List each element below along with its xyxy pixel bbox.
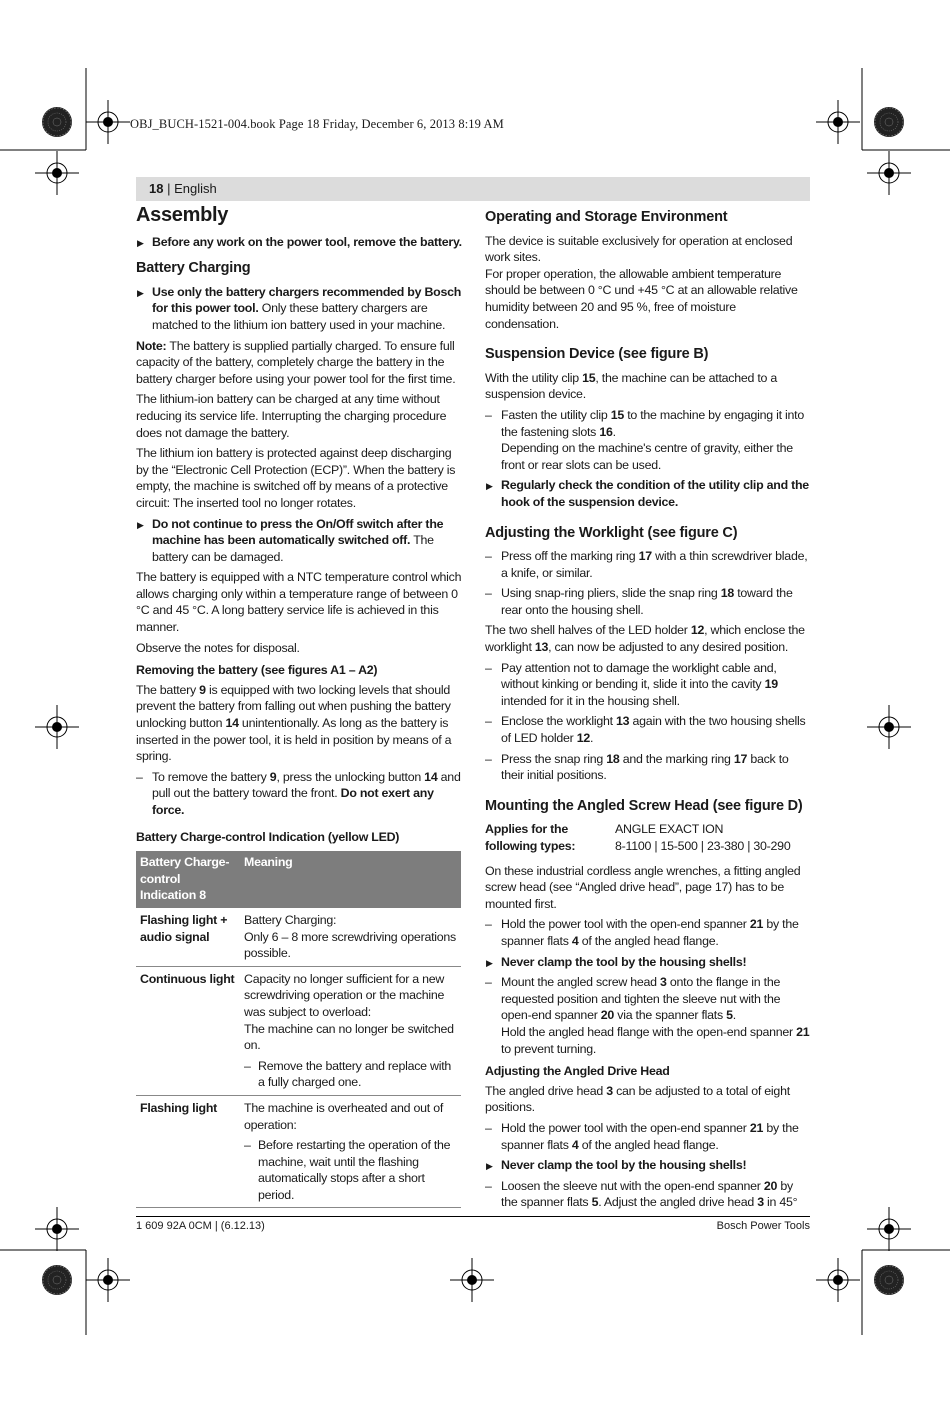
step-item: – Pay attention not to damage the worklight cable and, without kinking or bending it, slide it into the cavity 19 intended for it in the housing shell.: [485, 660, 811, 710]
table-row: Continuous light Capacity no longer sufficient for a new screwdriving operation or the machine was subject to overload: The machine can no longer be switched on. – Remove the battery and replace with a fully charged one.: [136, 966, 461, 1095]
section-title: Assembly: [136, 204, 229, 226]
color-wheel-icon: [874, 107, 904, 137]
step-item: – Fasten the utility clip 15 to the machine by engaging it into the fastening slots 16. Depending on the machine's centre of gravity, either the front or rear slots can be used.: [485, 407, 811, 473]
page-header-bar: [136, 177, 810, 201]
page-number: 18: [149, 181, 164, 196]
paragraph: With the utility clip 15, the machine can be attached to a suspension device.: [485, 370, 778, 402]
step-item: – Mount the angled screw head 3 onto the flange in the requested position and tighten the sleeve nut with the open-end spanner 20 via the spanner flats 5. Hold the angled head flange with the open-end spanner 21 to prevent turning.: [485, 974, 811, 1057]
footer-rule: [136, 1216, 810, 1217]
print-slug: OBJ_BUCH-1521-004.book Page 18 Friday, December 6, 2013 8:19 AM: [130, 117, 504, 131]
heading-mounting: Mounting the Angled Screw Head (see figure D): [485, 797, 803, 814]
paragraph: Observe the notes for disposal.: [136, 640, 300, 655]
right-column: [485, 205, 811, 1215]
paragraph: The lithium-ion battery can be charged at any time without reducing its service life. Interrupting the charging procedure does not damage the battery.: [136, 392, 447, 440]
paragraph: On these industrial cordless angle wrenches, a fitting angled screw head (see “Angled drive head”, page 17) has to be mounted first.: [485, 863, 801, 911]
warning-item: ▶ Never clamp the tool by the housing shells!: [485, 1157, 811, 1174]
step-item: – To remove the battery 9, press the unlocking button 14 and pull out the battery toward the front. Do not exert any force.: [136, 769, 462, 819]
step-item: – Press off the marking ring 17 with a thin screwdriver blade, a knife, or similar.: [485, 548, 811, 581]
heading-worklight: Adjusting the Worklight (see figure C): [485, 524, 738, 541]
paragraph: The lithium ion battery is protected against deep discharging by the “Electronic Cell Protection (ECP)”. When the battery is empty, the machine is switched off by means of a protective circuit: The inserted tool no longer rotates.: [136, 446, 456, 510]
warning-item: ▶ Before any work on the power tool, remove the battery.: [136, 234, 462, 251]
applies-block: Applies for the following types: ANGLE EXACT ION 8-1100 | 15-500 | 23-380 | 30-290: [485, 822, 791, 853]
paragraph: The two shell halves of the LED holder 12, which enclose the worklight 13, can now be adjusted to any desired position.: [485, 623, 805, 655]
indication-table: [136, 851, 461, 1208]
color-wheel-icon: [42, 1265, 72, 1295]
step-item: – Press the snap ring 18 and the marking ring 17 back to their initial positions.: [485, 751, 811, 784]
step-item: – Hold the power tool with the open-end spanner 21 by the spanner flats 4 of the angled head flange.: [485, 1120, 811, 1153]
step-item: – Loosen the sleeve nut with the open-end spanner 20 by the spanner flats 5. Adjust the angled drive head 3 in 45°: [485, 1178, 811, 1211]
heading-adjusting-head: Adjusting the Angled Drive Head: [485, 1064, 670, 1079]
step-item: – Using snap-ring pliers, slide the snap ring 18 toward the rear onto the housing shell.: [485, 585, 811, 618]
paragraph: The battery is equipped with a NTC temperature control which allows charging only within a temperature range of between 0 °C and 45 °C. A long battery service life is achieved in this manner.: [136, 570, 462, 635]
left-column: [136, 205, 462, 1208]
paragraph: The angled drive head 3 can be adjusted to a total of eight positions.: [485, 1083, 790, 1115]
warning-item: ▶ Regularly check the condition of the utility clip and the hook of the suspension device.: [485, 477, 811, 510]
table-row: Flashing light The machine is overheated and out of operation: – Before restarting the operation of the machine, wait until the flashing automatically stops after a short period.: [136, 1095, 461, 1208]
column-header: Meaning: [240, 851, 461, 908]
column-header: Battery Charge-control Indication 8: [136, 851, 240, 908]
heading-removing-battery: Removing the battery (see figures A1 – A2): [136, 663, 378, 678]
footer-doc-number: 1 609 92A 0CM | (6.12.13): [136, 1220, 265, 1232]
language-label: | English: [167, 181, 217, 196]
table-row: Flashing light + audio signal Battery Charging: Only 6 – 8 more screwdriving operations possible.: [136, 908, 461, 966]
warning-item: ▶ Use only the battery chargers recommended by Bosch for this power tool. Only these battery chargers are matched to the lithium ion battery used in your machine.: [136, 284, 462, 334]
color-wheel-icon: [42, 107, 72, 137]
note-paragraph: Note: The battery is supplied partially charged. To ensure full capacity of the battery, completely charge the battery in the battery charger before using your power tool for the first time.: [136, 338, 456, 386]
footer-brand: Bosch Power Tools: [716, 1220, 810, 1232]
heading-charge-indication: Battery Charge-control Indication (yellow LED): [136, 829, 400, 844]
heading-battery-charging: Battery Charging: [136, 260, 251, 277]
heading-suspension: Suspension Device (see figure B): [485, 346, 709, 363]
heading-environment: Operating and Storage Environment: [485, 209, 728, 225]
paragraph: For proper operation, the allowable ambient temperature should be between 0 °C und +45 °C at an allowable relative humidity between 20 and 95 %, free of moisture condensation.: [485, 266, 798, 331]
warning-item: ▶ Do not continue to press the On/Off switch after the machine has been automatically switched off. The battery can be damaged.: [136, 516, 462, 566]
step-item: – Enclose the worklight 13 again with the two housing shells of LED holder 12.: [485, 713, 811, 746]
step-item: – Hold the power tool with the open-end spanner 21 by the spanner flats 4 of the angled head flange.: [485, 916, 811, 949]
paragraph: The device is suitable exclusively for operation at enclosed work sites.: [485, 233, 793, 265]
paragraph: The battery 9 is equipped with two locking levels that should prevent the battery from falling out when pushing the battery unlocking button 14 unintentionally. As long as the battery is inserted in the power tool, it is held in position by means of a spring.: [136, 682, 452, 764]
color-wheel-icon: [874, 1265, 904, 1295]
table-header-row: [136, 851, 461, 908]
warning-item: ▶ Never clamp the tool by the housing shells!: [485, 954, 811, 971]
